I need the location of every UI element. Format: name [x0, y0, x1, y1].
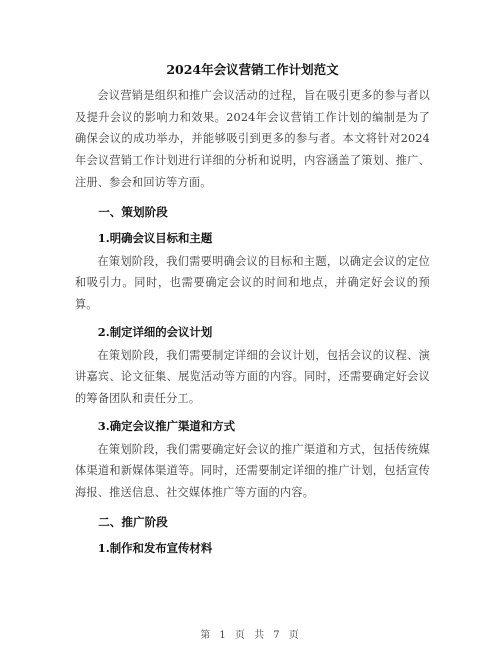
subsection-heading-goals: 1.明确会议目标和主题 — [97, 230, 213, 245]
document-title: 2024年会议营销工作计划范文 — [166, 62, 339, 77]
subsection-paragraph-plan: 在策划阶段，我们需要制定详细的会议计划，包括会议的议程、演讲嘉宾、论文征集、展览活动等方面的内容。同时，还需要确定好会议的筹备团队和责任分工。 — [75, 348, 430, 406]
subsection-paragraph-goals: 在策划阶段，我们需要明确会议的目标和主题，以确定会议的定位和吸引力。同时，也需要确定会议的时间和地点，并确定好会议的预算。 — [75, 254, 430, 311]
subsection-heading-plan: 2.制定详细的会议计划 — [97, 324, 213, 339]
page-footer: 第 1 页 共 7 页 — [200, 630, 302, 641]
section-heading-promotion: 二、推广阶段 — [98, 514, 168, 529]
section-heading-planning: 一、策划阶段 — [98, 204, 168, 219]
subsection-heading-materials: 1.制作和发布宣传材料 — [97, 540, 213, 555]
document-content — [75, 61, 430, 561]
subsection-heading-channels: 3.确定会议推广渠道和方式 — [97, 418, 235, 433]
intro-paragraph: 会议营销是组织和推广会议活动的过程，旨在吸引更多的参与者以及提升会议的影响力和效果。2024年会议营销工作计划的编制是为了确保会议的成功举办，并能够吸引到更多的参与者。本文将针对2024年会议营销工作计划进行详细的分析和说明，内容涵盖了策划、推广、注册、参会和回访等方面。 — [75, 89, 430, 189]
subsection-paragraph-channels: 在策划阶段，我们需要确定好会议的推广渠道和方式，包括传统媒体渠道和新媒体渠道等。同时，还需要制定详细的推广计划，包括宣传海报、推送信息、社交媒体推广等方面的内容。 — [75, 442, 430, 500]
